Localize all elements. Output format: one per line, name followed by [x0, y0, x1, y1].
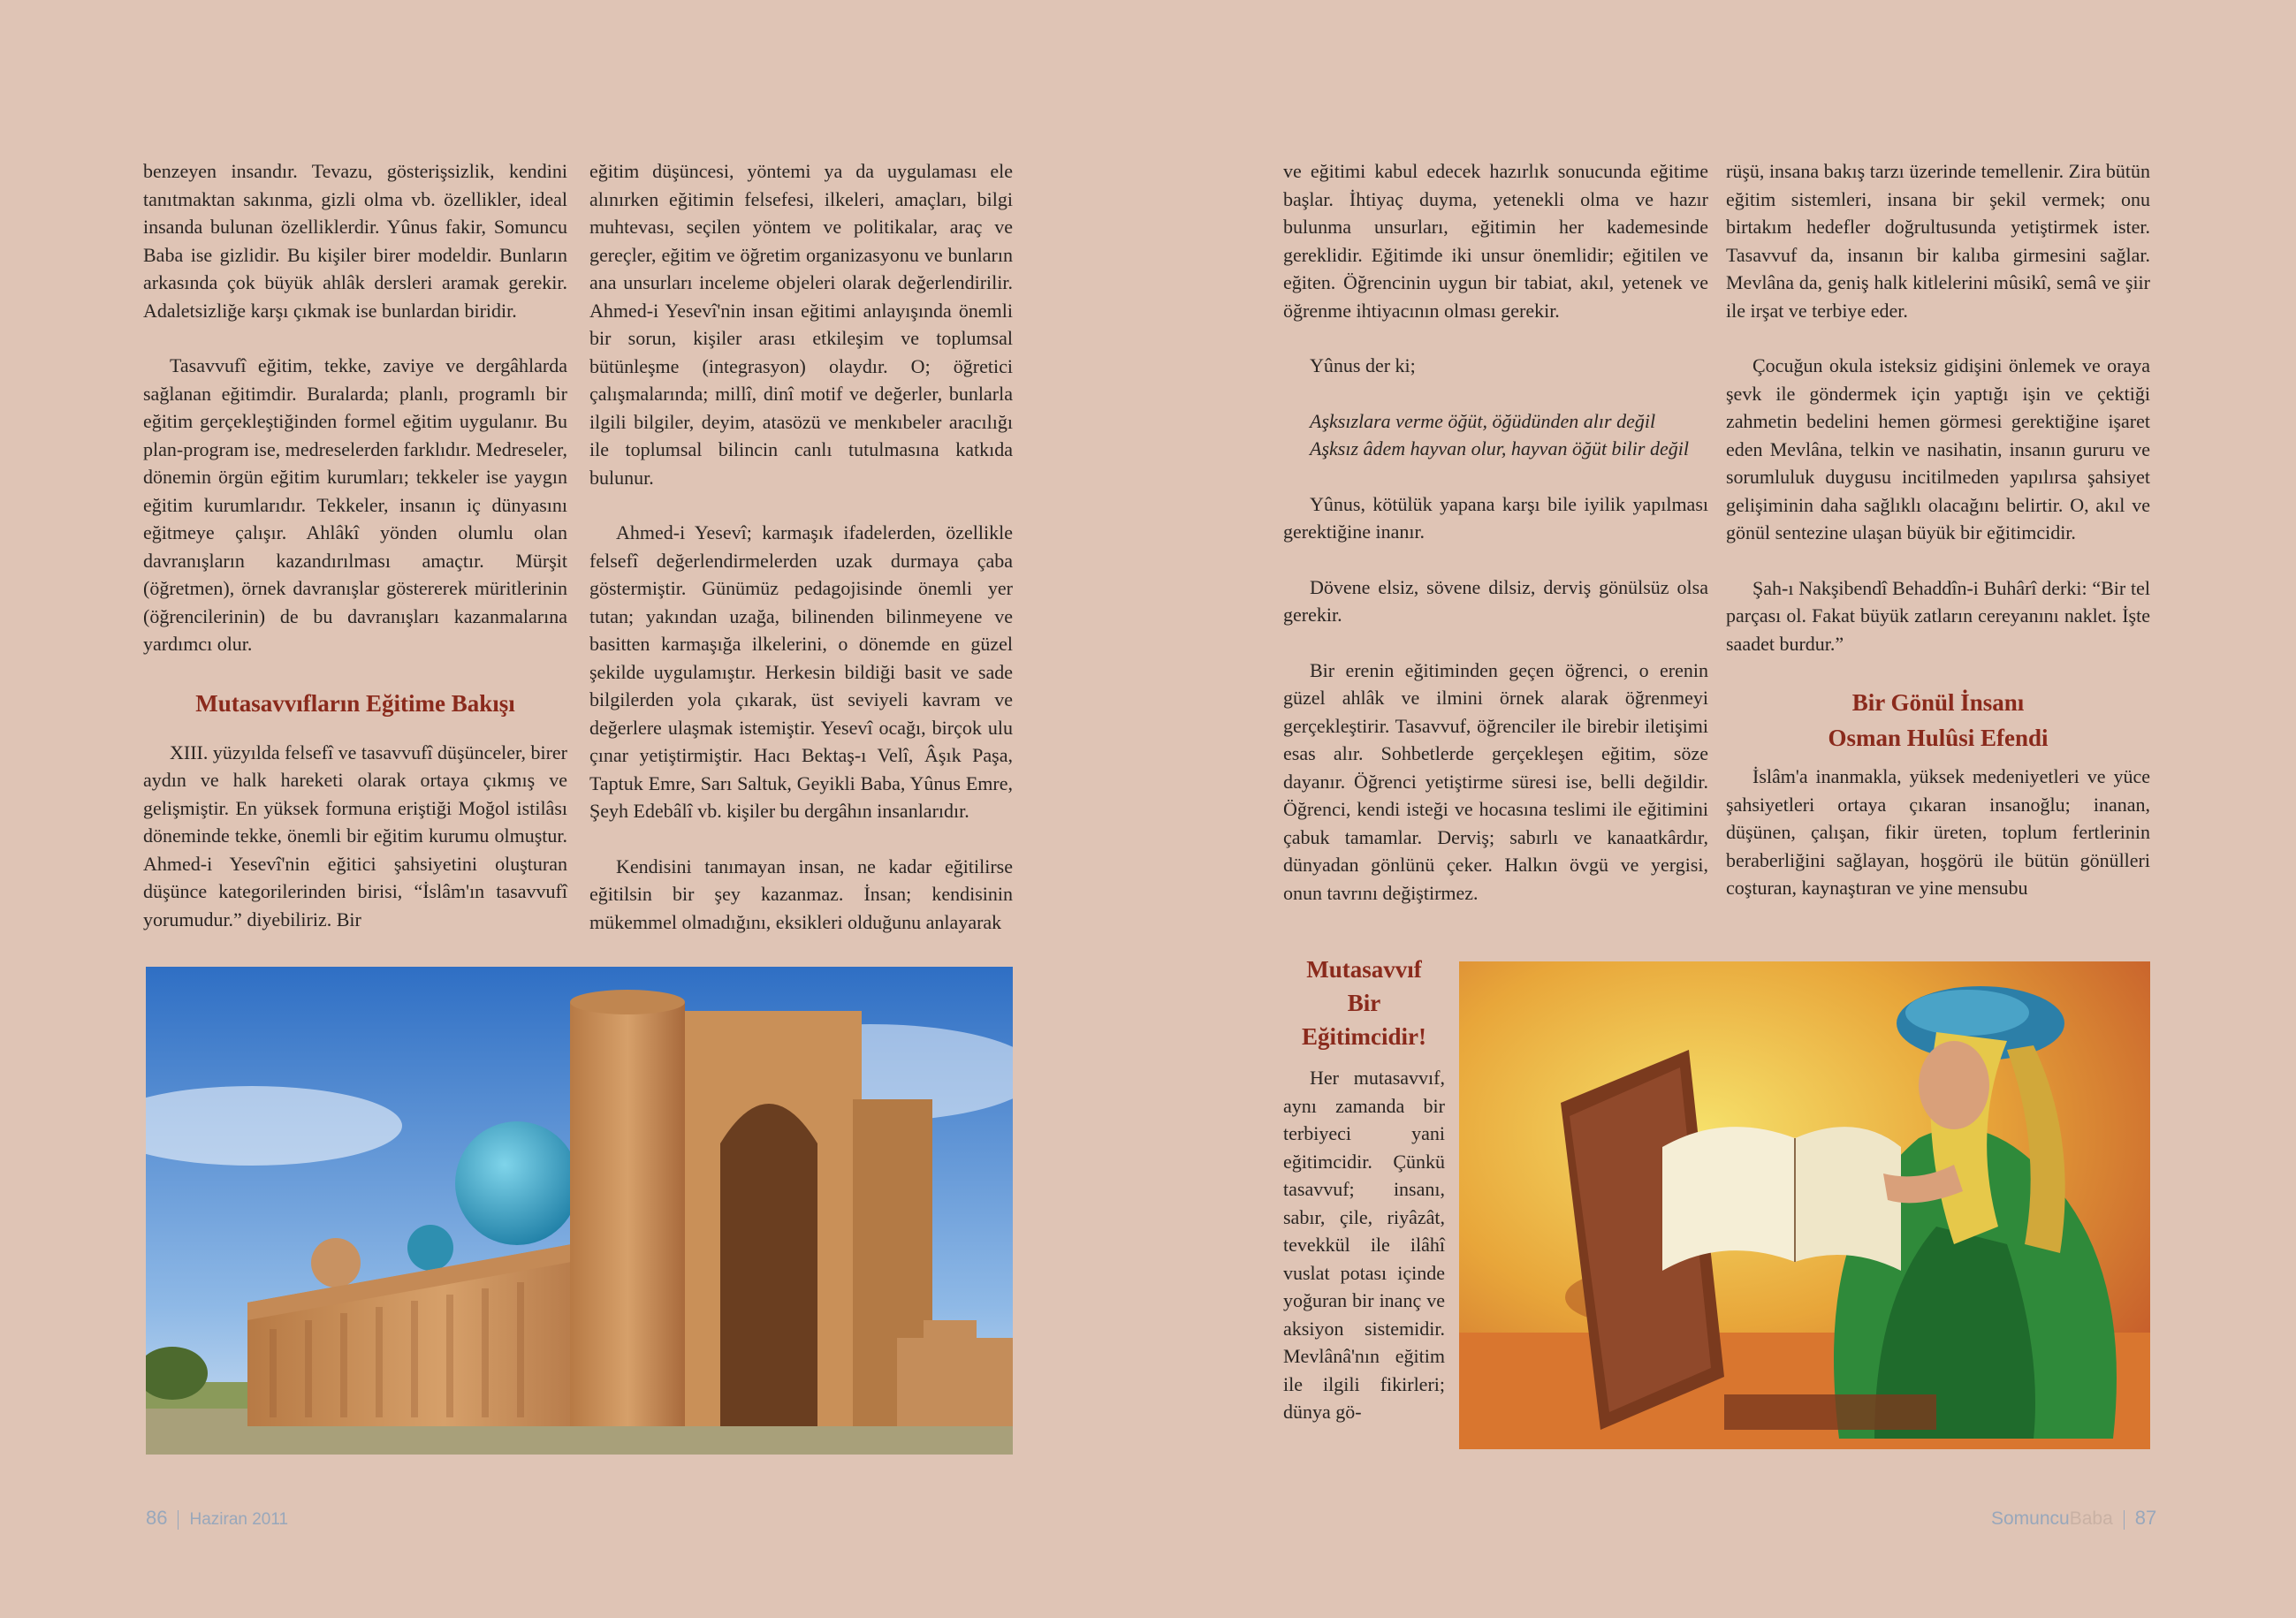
paragraph: benzeyen insandır. Tevazu, gösterişsizlik, kendini tanıtmaktan sakınma, gizli olma vb. özellikler, ideal insanda bulunan özelliklerdir. Yûnus fakir, Somuncu Baba ise gizlidir. Bu kişiler birer modeldir. Bunların arkasında çok büyük ahlâk dersleri aramak gerekir. Adaletsizliğe karşı çıkmak ise bunlardan biridir.	[143, 160, 567, 322]
sidebar-title-line: Bir	[1347, 990, 1381, 1016]
magazine-brand	[1991, 1508, 2113, 1529]
mausoleum-photo	[146, 967, 1013, 1455]
section-heading: Mutasavvıfların Eğitime Bakışı	[195, 689, 515, 717]
left-footer	[146, 1507, 288, 1530]
paragraph: Çocuğun okula isteksiz gidişini önlemek ve oraya şevk ile göndermek için yaptığı işin ve çektiği zahmetin bedelini hemen görmesi gerektiğine işaret eden Mevlâna, telkin ve nasihatin, insanın gururu ve sorumluluk duygusu incitilmeden yapılırsa şahsiyet gelişiminin daha sağlıklı olacağını belirtir. O, akıl ve gönül sentezine ulaşan büyük bir eğitimcidir.	[1726, 354, 2150, 543]
reading-scholar-illustration	[1459, 961, 2150, 1449]
section-heading	[1726, 685, 2150, 756]
paragraph: Bir erenin eğitiminden geçen öğrenci, o erenin güzel ahlâk ve ilmini örnek alarak öğrenmeyi gerçekleştirir. Tasavvuf, öğrenciler ile birebir iletişimi esas alır. Sohbetlerde gerçekleşen eğitim, söze dayanır. Öğrenci yetiştirme süresi ise, belli değildir. Öğrenci, kendi isteği ve hocasına teslimi ile eğitimini çabuk tamamlar. Derviş; sabırlı ve kanaatkârdır, dünyadan gönlünü çeker. Halkın övgü ve yergisi, onun tavrını değiştirmez.	[1283, 658, 1708, 904]
paragraph: eğitim düşüncesi, yöntemi ya da uygulaması ele alınırken eğitimin felsefesi, ilkeleri, amaçları, bilgi muhtevası, seçilen yöntem ve politikalar, araç ve gereçler, eğitim ve öğretim organizasyonu ve bunların ana unsurları inceleme objeleri olarak değerlendirilir. Ahmed-i Yesevî'nin insan eğitimi anlayışında önemli bir sorun, kişiler arası etkileşim ve toplumsal bütünleşme (integrasyon) olaydır. O; öğretici çalışmalarında; millî, dinî motif ve değerler, bunlarla ilgili bilgiler, deyim, atasözü ve menkıbeler aracılığı ile toplumsal bilincin canlı tutulmasına katkıda bulunur.	[589, 160, 1013, 489]
paragraph: Ahmed-i Yesevî; karmaşık ifadelerden, özellikle felsefî değerlendirmelerden uzak durmaya çaba göstermiştir. Günümüz pedagojisinde önemli yer tutan; yakından uzağa, bilinenden bilinmeyene ve basitten karmaşığa ilkelerini, o dönemde en güzel şekilde uygulamıştır. Herkesin bildiği basit ve sade bilgilerden yola çıkarak, üst seviyeli kavram ve değerlere ulaşmak istemiştir. Yesevî ocağı, birçok ulu çınar yetiştirmiştir. Hacı Bektaş-ı Velî, Âşık Paşa, Taptuk Emre, Sarı Saltuk, Geyikli Baba, Yûnus Emre, Şeyh Edebâlî vb. kişiler bu dergâhın insanlarıdır.	[589, 521, 1013, 822]
left-col-2	[589, 157, 1013, 936]
paragraph: XIII. yüzyılda felsefî ve tasavvufî düşünceler, birer aydın ve halk hareketi olarak ortaya çıkmış ve gelişmiştir. En yüksek formuna eriştiği Moğol istilâsı döneminde tekke, önemli bir eğitim kurumu olmuştur. Ahmed-i Yesevî'nin eğitici şahsiyetini oluşturan düşünce kategorilerinden birisi, “İslâm'ın tasavvufî yorumudur.” diyebiliriz. Bir	[143, 741, 567, 931]
paragraph: Kendisini tanımayan insan, ne kadar eğitilirse eğitilsin bir şey kazanmaz. İnsan; kendisinin mükemmel olmadığını, eksikleri olduğunu anlayarak	[589, 855, 1013, 933]
paragraph: İslâm'a inanmakla, yüksek medeniyetleri ve yüce şahsiyetleri ortaya çıkaran insanoğlu; inanan, düşünen, çalışan, fikir üreten, toplum fertlerinin beraberliğini sağlayan, hoşgörü ile bütün gönülleri coşturan, kaynaştıran ve yine mensubu	[1726, 765, 2150, 899]
page-number: 87	[2134, 1507, 2157, 1529]
paragraph: rüşü, insana bakış tarzı üzerinde temellenir. Zira bütün eğitim sistemleri, insana bir şekil vermek; onu birtakım hedefler doğrultusunda yetiştirmek ister. Tasavvuf da, insanın bir kalıba girmesini sağlar. Mevlâna da, geniş halk kitlelerini mûsikî, semâ ve şiir ile irşat ve terbiye eder.	[1726, 160, 2150, 322]
right-col-2	[1726, 157, 2150, 902]
brand-part: Somuncu	[1991, 1508, 2070, 1529]
heading-line: Osman Hulûsi Efendi	[1828, 725, 2049, 751]
sidebar-title-line: Eğitimcidir!	[1302, 1023, 1426, 1050]
sidebar-text: Her mutasavvıf, aynı zamanda bir terbiyeci yani eğitimcidir. Çünkü tasavvuf; insanı, sabır, çile, riyâzât, tevekkül ile ilâhî vuslat potası içinde yoğuran bir inanç ve aksiyon sistemidir. Mevlânâ'nın eğitim ile ilgili fikirleri; dünya gö-	[1283, 1067, 1445, 1423]
footer-divider	[2124, 1510, 2125, 1530]
brand-part: Baba	[2069, 1508, 2113, 1529]
scholar-painting	[1459, 961, 2150, 1449]
heading-line: Bir Gönül İnsanı	[1851, 689, 2025, 716]
paragraph: Tasavvufî eğitim, tekke, zaviye ve dergâhlarda sağlanan eğitimdir. Buralarda; planlı, programlı bir eğitim gerçekleştiğinden formel eğitim uygulanır. Bu plan-program ise, medreselerden farklıdır. Medreseler, dönemin örgün eğitim kurumları; tekkeler ise yaygın eğitim kurumlarıdır. Tekkeler, insanın iç dünyasını eğitmeye çalışır. Ahlâkî yönden olumlu olan davranışların kazandırılması amaçtır. Mürşit (öğretmen), örnek davranışlar göstererek müritlerinin (öğrencilerinin) de bu davranışları kazanmalarına yardımcı olur.	[143, 354, 567, 655]
footer-divider	[178, 1510, 179, 1530]
right-footer	[1991, 1507, 2156, 1530]
sidebar-box	[1283, 953, 1445, 1426]
poem-line: Aşksız âdem hayvan olur, hayvan öğüt bilir değil	[1310, 437, 1689, 460]
paragraph: ve eğitimi kabul edecek hazırlık sonucunda eğitime başlar. İhtiyaç duyma, yetenekli olma ve hazır bulunma unsurları, eğitimin her kademesinde gereklidir. Eğitimde iki unsur önemlidir; eğitilen ve eğiten. Öğrencinin uygun bir tabiat, akıl, yetenek ve öğrenme ihtiyacının olması gerekir.	[1283, 160, 1708, 322]
left-col-1	[143, 157, 567, 933]
paragraph: Dövene elsiz, sövene dilsiz, derviş gönülsüz olsa gerekir.	[1283, 575, 1708, 626]
sidebar-title	[1283, 953, 1445, 1053]
mausoleum-illustration	[146, 967, 1013, 1455]
right-page	[1148, 0, 2296, 1618]
poem-line: Aşksızlara verme öğüt, öğüdünden alır değil	[1310, 409, 1656, 432]
paragraph: Yûnus, kötülük yapana karşı bile iyilik yapılması gerektiğine inanır.	[1283, 492, 1708, 543]
sidebar-title-line: Mutasavvıf	[1306, 956, 1422, 983]
paragraph: Şah-ı Nakşibendî Behaddîn-i Buhârî derki: “Bir tel parçası ol. Fakat büyük zatların cereyanını naklet. İşte saadet burdur.”	[1726, 576, 2150, 655]
right-col-1	[1283, 157, 1708, 907]
issue-date: Haziran 2011	[189, 1510, 289, 1529]
page-number: 86	[146, 1507, 168, 1529]
paragraph: Yûnus der ki;	[1310, 354, 1416, 376]
